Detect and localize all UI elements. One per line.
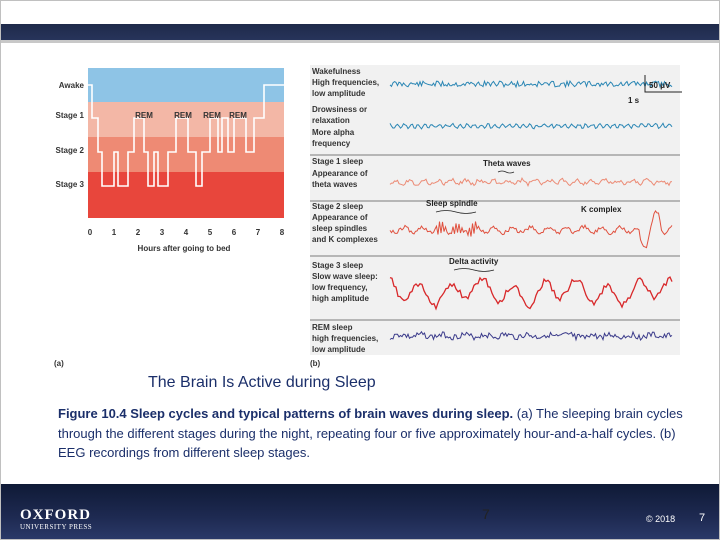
stage-label-awake: Awake bbox=[58, 81, 84, 90]
top-divider bbox=[0, 40, 720, 43]
kcomplex-annotation: K complex bbox=[581, 205, 622, 214]
page-number: 7 bbox=[699, 512, 706, 524]
logo-line1: OXFORD bbox=[20, 507, 91, 523]
stage-label-stage3: Stage 3 bbox=[55, 180, 84, 189]
scale-time: 1 s bbox=[628, 96, 640, 105]
oxford-logo bbox=[20, 508, 92, 532]
delta-annotation: Delta activity bbox=[449, 257, 499, 266]
logo-line2: UNIVERSITY PRESS bbox=[20, 523, 93, 531]
caption-bold: Figure 10.4 Sleep cycles and typical patterns of brain waves during sleep. bbox=[58, 406, 514, 421]
x-tick-4: 4 bbox=[183, 228, 189, 237]
x-tick-3: 3 bbox=[159, 228, 165, 237]
stage-label-stage2: Stage 2 bbox=[55, 146, 84, 155]
x-tick-7: 7 bbox=[255, 228, 261, 237]
x-tick-1: 1 bbox=[111, 228, 117, 237]
sleep-figure bbox=[50, 60, 682, 372]
stage-label-stage1: Stage 1 bbox=[55, 111, 84, 120]
eeg-row-2-label: Drowsiness or relaxation More alpha frequency bbox=[312, 105, 368, 148]
x-axis-label: Hours after going to bed bbox=[137, 244, 231, 253]
caption-title: The Brain Is Active during Sleep bbox=[148, 374, 376, 391]
caption-text: (a) The sleeping brain cycles through the different stages during the night, repeating four or five approximately hour-and-a-half cycles. (b) EEG recordings from different sleep stages. bbox=[58, 406, 683, 460]
rem-label-4: REM bbox=[229, 111, 247, 120]
panel-a-hypnogram bbox=[54, 68, 285, 368]
panel-a-label: (a) bbox=[54, 359, 64, 368]
panel-b-eeg bbox=[310, 65, 682, 368]
rem-label-2: REM bbox=[174, 111, 192, 120]
x-tick-2: 2 bbox=[135, 228, 141, 237]
copyright: © 2018 bbox=[646, 514, 676, 524]
rem-label-1: REM bbox=[135, 111, 153, 120]
bottom-banner bbox=[0, 484, 720, 540]
figure-caption bbox=[58, 404, 698, 463]
eeg-row-4-label: Stage 2 sleep Appearance of sleep spindles and K complexes bbox=[312, 202, 378, 244]
x-tick-5: 5 bbox=[207, 228, 213, 237]
rem-label-3: REM bbox=[203, 111, 221, 120]
x-tick-8: 8 bbox=[279, 228, 285, 237]
eeg-row-3-label: Stage 1 sleep Appearance of theta waves bbox=[312, 157, 368, 189]
top-banner bbox=[0, 0, 720, 40]
panel-b-label: (b) bbox=[310, 359, 321, 368]
scale-amplitude: 50 μV bbox=[649, 81, 671, 90]
theta-annotation: Theta waves bbox=[483, 159, 531, 168]
x-tick-0: 0 bbox=[87, 228, 93, 237]
eeg-row-1-label: Wakefulness High frequencies, low amplitude bbox=[312, 67, 380, 98]
spindle-annotation: Sleep spindle bbox=[426, 199, 478, 208]
eeg-row-6-label: REM sleep high frequencies, low amplitude bbox=[312, 323, 379, 354]
slide-number-center: 7 bbox=[482, 506, 490, 522]
eeg-row-5-label: Stage 3 sleep Slow wave sleep: low frequency, high amplitude bbox=[312, 261, 378, 303]
x-tick-6: 6 bbox=[231, 228, 237, 237]
